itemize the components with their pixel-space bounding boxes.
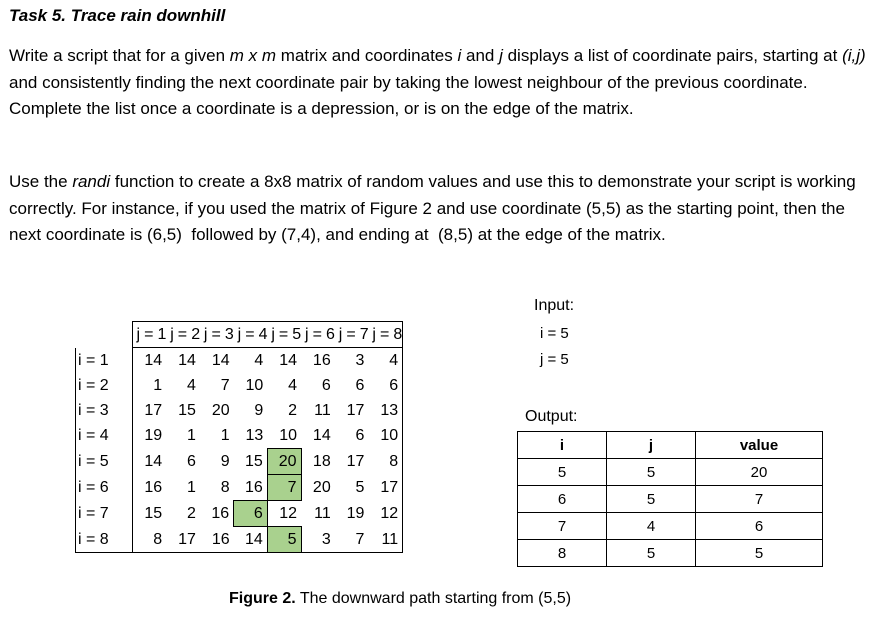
matrix-col-header: j = 4 — [234, 322, 268, 348]
matrix-cell: 12 — [368, 501, 402, 527]
matrix-row — [76, 348, 403, 374]
output-cell: 6 — [518, 486, 607, 513]
matrix-corner — [76, 322, 133, 348]
matrix-cell: 6 — [321, 377, 331, 394]
matrix-cell: 1 — [220, 427, 230, 445]
matrix-cell: 1 — [153, 377, 163, 394]
matrix-row — [76, 501, 403, 527]
output-row — [518, 513, 823, 540]
matrix-row-header: i = 7 — [76, 501, 133, 527]
matrix-cell: 11 — [368, 527, 402, 553]
matrix-cell: 1 — [187, 479, 196, 496]
matrix-row-header: i = 4 — [76, 423, 133, 449]
matrix-row — [76, 423, 403, 449]
output-cell: 5 — [518, 459, 607, 486]
matrix-cell: 15 — [144, 505, 163, 522]
matrix-cell: 11 — [314, 402, 331, 419]
matrix-col-header: j = 7 — [335, 322, 369, 348]
matrix-cell: 17 — [166, 527, 200, 553]
output-row — [518, 486, 823, 513]
matrix-cell: 8 — [368, 449, 402, 475]
matrix-col-header: j = 2 — [166, 322, 200, 348]
figure-caption-label: Figure 2. — [229, 590, 296, 607]
matrix-cell: 7 — [335, 527, 369, 553]
task-description: Write a script that for a given m x m matrix and coordinates i and j displays a list of coordinate pairs, starting at (i,j) and consistently finding the next coordinate pair by taking the lowest neighbour of the previous coordinate. Complete the list once a coordinate is a depression, or is on the edge of the matrix. — [9, 46, 871, 118]
matrix-cell: 12 — [279, 505, 298, 522]
matrix-cell: 8 — [220, 479, 230, 496]
matrix-cell: 14 — [279, 352, 298, 369]
matrix-cell: 6 — [355, 427, 365, 445]
output-header-row — [518, 432, 823, 459]
matrix-cell: 14 — [144, 352, 163, 369]
figure-caption-text: The downward path starting from (5,5) — [295, 590, 572, 607]
matrix-row-header: i = 2 — [76, 373, 133, 398]
output-cell: 7 — [518, 513, 607, 540]
matrix-cell: 13 — [245, 427, 264, 445]
input-j-value: j = 5 — [540, 351, 569, 368]
matrix-row-header: i = 8 — [76, 527, 133, 553]
matrix-cell: 14 — [178, 352, 196, 369]
matrix-cell: 9 — [220, 453, 230, 470]
matrix-cell: 16 — [312, 352, 331, 369]
task-title: Task 5. Trace rain downhill — [9, 6, 226, 25]
output-row — [518, 540, 823, 567]
matrix-cell-path: 7 — [267, 475, 301, 501]
matrix-cell: 8 — [132, 527, 166, 553]
matrix-cell: 10 — [368, 423, 402, 449]
matrix-cell: 15 — [178, 402, 196, 419]
output-col-header: i — [518, 432, 607, 459]
task-instructions: Use the randi function to create a 8x8 matrix of random values and use this to demonstrate your script is working correctly. For instance, if you used the matrix of Figure 2 and use coordinate (5,5) as the starting point, then the next coordinate is (6,5) followed by (7,4), and ending at (8,5) at the edge of the matrix. — [9, 172, 861, 244]
matrix-cell-path: 20 — [267, 449, 301, 475]
matrix-cell: 17 — [346, 453, 365, 470]
output-cell: 20 — [696, 459, 823, 486]
matrix-cell: 7 — [220, 377, 230, 394]
matrix-cell: 19 — [144, 427, 163, 445]
matrix-col-header: j = 5 — [267, 322, 301, 348]
output-cell: 5 — [696, 540, 823, 567]
matrix-cell: 13 — [368, 398, 402, 423]
matrix-row-header: i = 1 — [76, 348, 133, 374]
output-cell: 5 — [607, 540, 696, 567]
matrix-cell-path: 6 — [234, 501, 268, 527]
matrix-cell: 2 — [187, 505, 196, 522]
matrix-cell: 10 — [245, 377, 264, 394]
matrix-cell: 3 — [355, 352, 365, 369]
matrix-cell: 4 — [368, 348, 402, 374]
output-cell: 5 — [607, 486, 696, 513]
matrix-row — [76, 475, 403, 501]
matrix-cell: 14 — [144, 453, 163, 470]
matrix-col-header: j = 3 — [200, 322, 234, 348]
output-label: Output: — [525, 408, 578, 425]
matrix-cell: 4 — [187, 377, 196, 394]
matrix-cell: 1 — [187, 427, 196, 445]
matrix-cell: 14 — [312, 427, 331, 445]
matrix-cell: 3 — [301, 527, 335, 553]
matrix-cell-path: 5 — [267, 527, 301, 553]
matrix-cell: 14 — [234, 527, 268, 553]
output-cell: 4 — [607, 513, 696, 540]
matrix-cell: 6 — [355, 377, 365, 394]
input-label: Input: — [534, 297, 575, 314]
figure-matrix — [75, 321, 403, 553]
output-table — [517, 431, 823, 567]
output-col-header: value — [696, 432, 823, 459]
output-row — [518, 459, 823, 486]
output-cell: 8 — [518, 540, 607, 567]
matrix-row — [76, 373, 403, 398]
matrix-cell: 18 — [312, 453, 331, 470]
matrix-cell: 5 — [355, 479, 365, 496]
matrix-cell: 16 — [211, 505, 230, 522]
matrix-cell: 20 — [312, 479, 331, 496]
matrix-cell: 10 — [279, 427, 298, 444]
figure-caption — [229, 590, 571, 608]
matrix-cell: 6 — [368, 373, 402, 398]
input-i-value: i = 5 — [540, 325, 569, 342]
matrix-cell: 6 — [187, 453, 196, 470]
matrix-col-header: j = 6 — [301, 322, 335, 348]
matrix-row — [76, 398, 403, 423]
matrix-row — [76, 449, 403, 475]
matrix-row-header: i = 3 — [76, 398, 133, 423]
output-cell: 7 — [696, 486, 823, 513]
matrix-cell: 14 — [211, 352, 230, 369]
matrix-cell: 4 — [254, 352, 264, 369]
matrix-col-header: j = 8 — [368, 322, 402, 348]
matrix-cell: 11 — [314, 505, 331, 522]
output-col-header: j — [607, 432, 696, 459]
matrix-cell: 17 — [368, 475, 402, 501]
matrix-col-header: j = 1 — [132, 322, 166, 348]
matrix-cell: 16 — [200, 527, 234, 553]
matrix-cell: 9 — [254, 402, 264, 419]
matrix-cell: 16 — [245, 478, 263, 496]
matrix-cell: 2 — [288, 402, 298, 419]
matrix-cell: 4 — [288, 377, 298, 394]
matrix-cell: 16 — [144, 479, 163, 496]
matrix-cell: 17 — [346, 402, 365, 419]
matrix-row — [76, 527, 403, 553]
matrix-cell: 20 — [211, 402, 230, 419]
matrix-cell: 15 — [245, 453, 263, 470]
output-cell: 5 — [607, 459, 696, 486]
matrix-cell: 17 — [144, 402, 163, 419]
matrix-cell: 19 — [346, 505, 365, 522]
matrix-row-header: i = 6 — [76, 475, 133, 501]
matrix-row-header: i = 5 — [76, 449, 133, 475]
output-cell: 6 — [696, 513, 823, 540]
matrix-header-row — [76, 322, 403, 348]
